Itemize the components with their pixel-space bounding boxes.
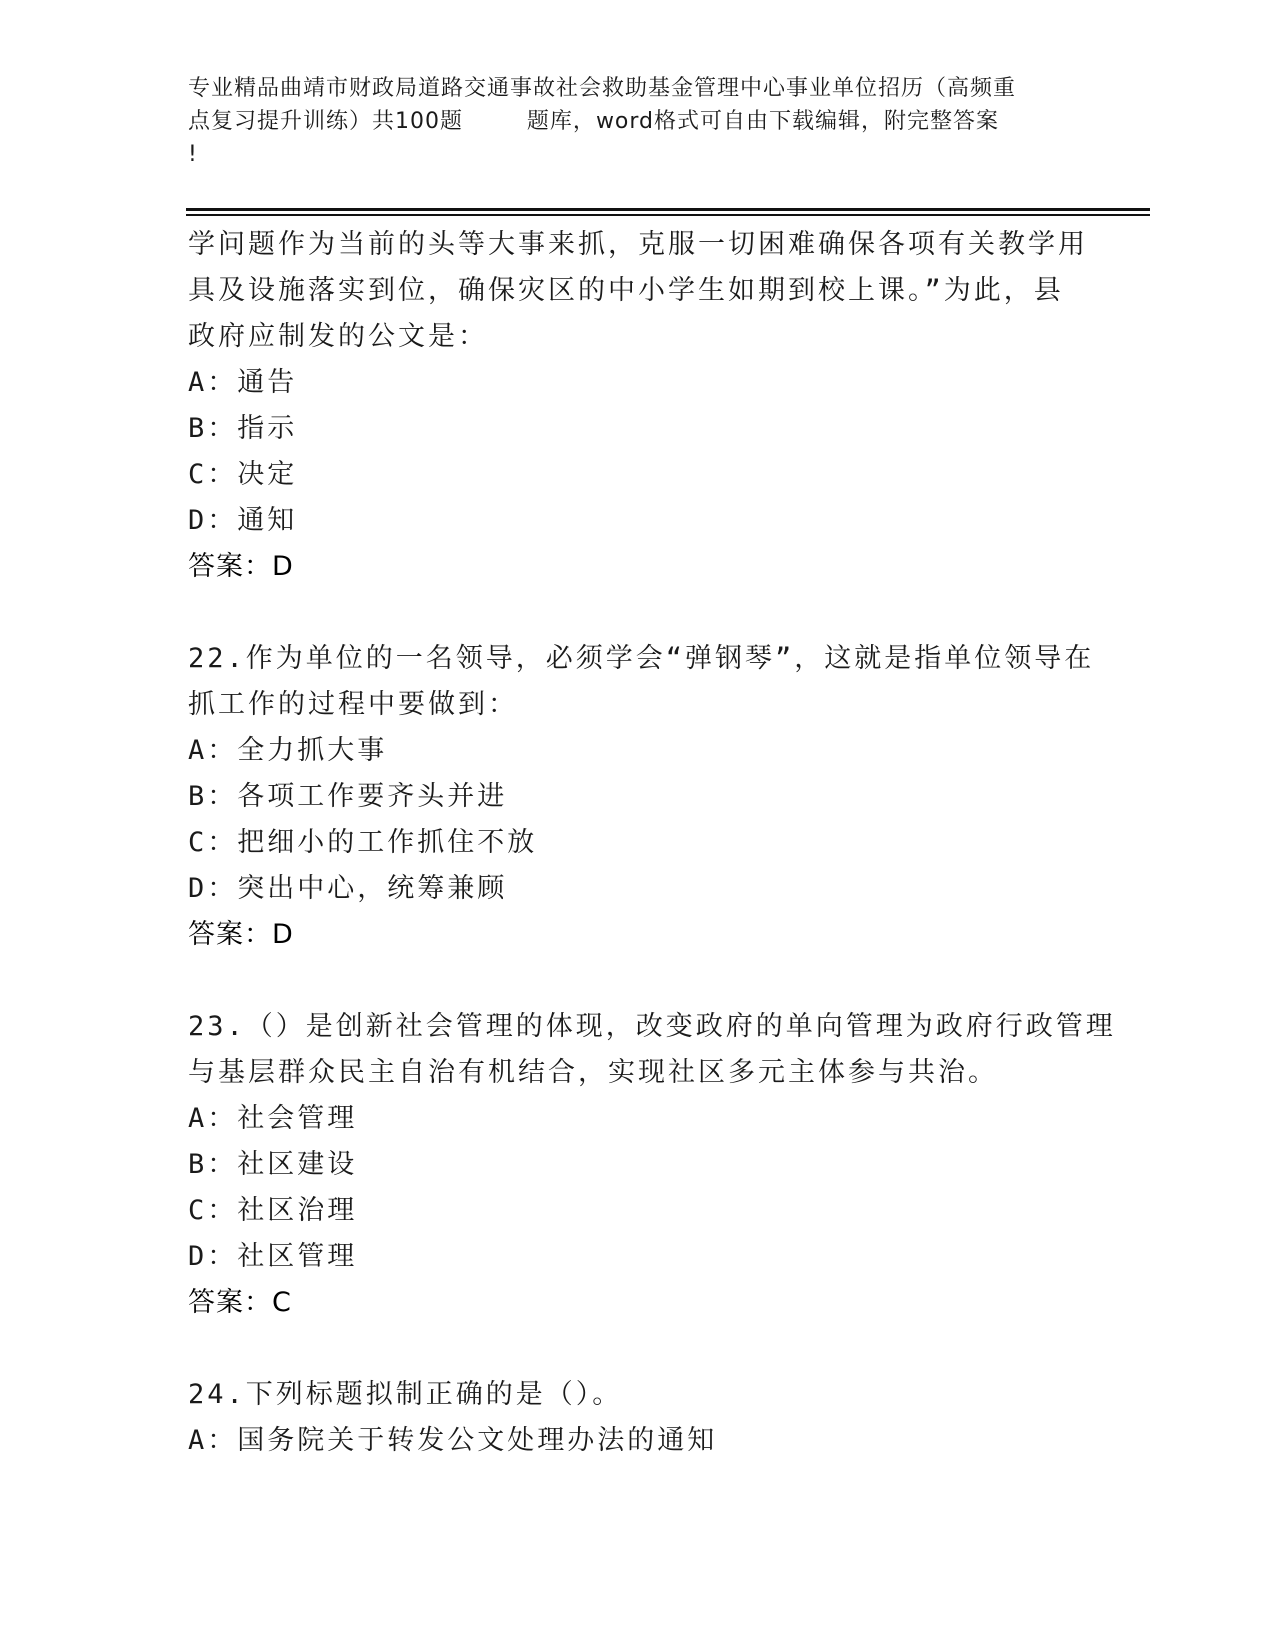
document-body [188, 222, 1116, 1464]
header-divider-thick [186, 208, 1150, 211]
question-stem-line: 学问题作为当前的头等大事来抓，克服一切困难确保各项有关教学用 [188, 229, 1088, 260]
option-b: B：各项工作要齐头并进 [188, 781, 508, 812]
option-a: A：社会管理 [188, 1103, 358, 1134]
option-a: A：国务院关于转发公文处理办法的通知 [188, 1425, 718, 1456]
header-line: 专业精品曲靖市财政局道路交通事故社会救助基金管理中心事业单位招历（高频重 [188, 76, 1017, 101]
question-stem-line: 与基层群众民主自治有机结合，实现社区多元主体参与共治。 [188, 1057, 998, 1088]
question-block [188, 1004, 1116, 1326]
answer-line: 答案：D [188, 919, 294, 950]
spacer [188, 1326, 1088, 1372]
question-block [188, 222, 1088, 590]
question-stem-line: 政府应制发的公文是： [188, 321, 488, 352]
question-stem-line: 具及设施落实到位，确保灾区的中小学生如期到校上课。”为此，县 [188, 275, 1064, 306]
answer-line: 答案：C [188, 1287, 292, 1318]
option-d: D：突出中心，统筹兼顾 [188, 873, 508, 904]
option-d: D：通知 [188, 505, 298, 536]
header-line: ! [188, 142, 198, 167]
header-line: 点复习提升训练）共100题 题库，word格式可自由下载编辑，附完整答案 [188, 109, 1000, 134]
option-c: C：决定 [188, 459, 298, 490]
option-a: A：通告 [188, 367, 298, 398]
question-block [188, 1372, 1088, 1464]
header-divider-thin [186, 214, 1150, 216]
question-stem-line: 22.作为单位的一名领导，必须学会“弹钢琴”，这就是指单位领导在 [188, 643, 1095, 674]
option-b: B：指示 [188, 413, 298, 444]
spacer [188, 958, 1088, 1004]
option-a: A：全力抓大事 [188, 735, 388, 766]
answer-line: 答案：D [188, 551, 294, 582]
option-c: C：把细小的工作抓住不放 [188, 827, 538, 858]
question-block [188, 636, 1095, 958]
option-d: D：社区管理 [188, 1241, 358, 1272]
option-b: B：社区建设 [188, 1149, 358, 1180]
spacer [188, 590, 1088, 636]
question-stem-line: 24.下列标题拟制正确的是（）。 [188, 1379, 623, 1410]
document-header [188, 72, 1088, 171]
option-c: C：社区治理 [188, 1195, 358, 1226]
question-stem-line: 23.（）是创新社会管理的体现，改变政府的单向管理为政府行政管理 [188, 1011, 1116, 1042]
question-stem-line: 抓工作的过程中要做到： [188, 689, 518, 720]
